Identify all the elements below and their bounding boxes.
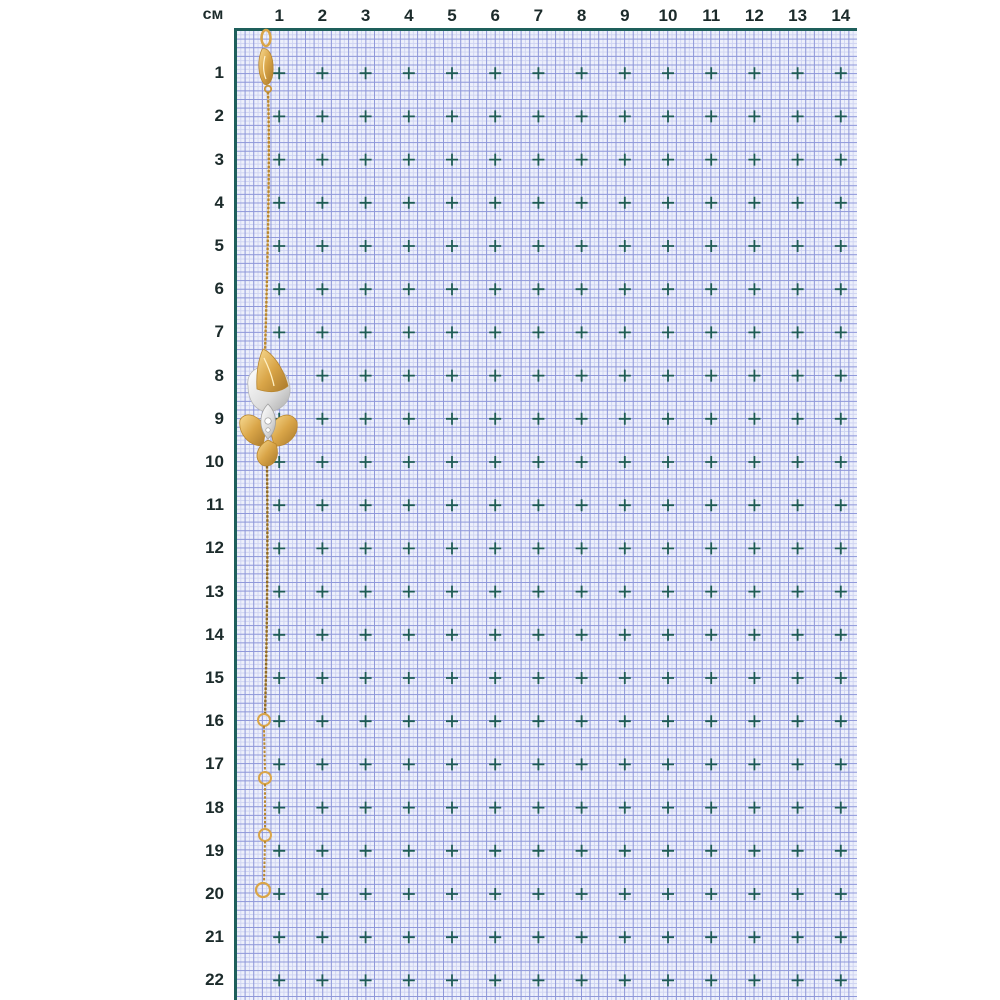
row-label: 12 [205, 538, 224, 558]
row-label: 14 [205, 624, 224, 644]
column-label: 4 [404, 6, 414, 25]
row-label: 18 [205, 797, 224, 817]
row-label: 1 [214, 63, 224, 83]
row-label: 8 [214, 365, 224, 385]
column-label: 5 [447, 6, 457, 25]
row-label: 20 [205, 884, 224, 903]
column-label: 3 [360, 6, 371, 25]
column-label: 2 [317, 6, 328, 25]
column-label: 6 [490, 6, 500, 25]
row-label: 22 [205, 970, 224, 990]
row-label: 4 [214, 192, 224, 212]
unit-label: см [202, 6, 224, 23]
column-label: 9 [620, 6, 630, 25]
column-label: 11 [702, 6, 721, 25]
row-label: 7 [214, 322, 224, 342]
grid-top-border [234, 28, 857, 31]
column-label: 12 [744, 6, 764, 25]
row-label: 5 [214, 236, 224, 255]
column-label: 14 [831, 6, 851, 25]
row-label: 11 [206, 495, 224, 515]
row-label: 17 [205, 754, 224, 774]
row-label: 10 [205, 452, 224, 471]
row-label: 16 [205, 711, 224, 731]
row-label: 15 [205, 668, 224, 687]
row-label: 19 [205, 840, 224, 860]
row-label: 9 [214, 408, 224, 428]
graph-paper-grid [236, 30, 857, 1000]
row-label: 6 [214, 279, 224, 299]
row-label: 2 [214, 106, 224, 126]
row-label: 3 [214, 149, 224, 169]
column-label: 1 [274, 6, 284, 25]
column-label: 8 [576, 6, 587, 25]
grid-left-border [234, 28, 237, 1000]
row-label: 13 [205, 581, 224, 601]
column-label: 7 [533, 6, 544, 25]
row-label: 21 [205, 927, 224, 947]
column-label: 10 [658, 6, 678, 25]
column-label: 13 [788, 6, 808, 25]
